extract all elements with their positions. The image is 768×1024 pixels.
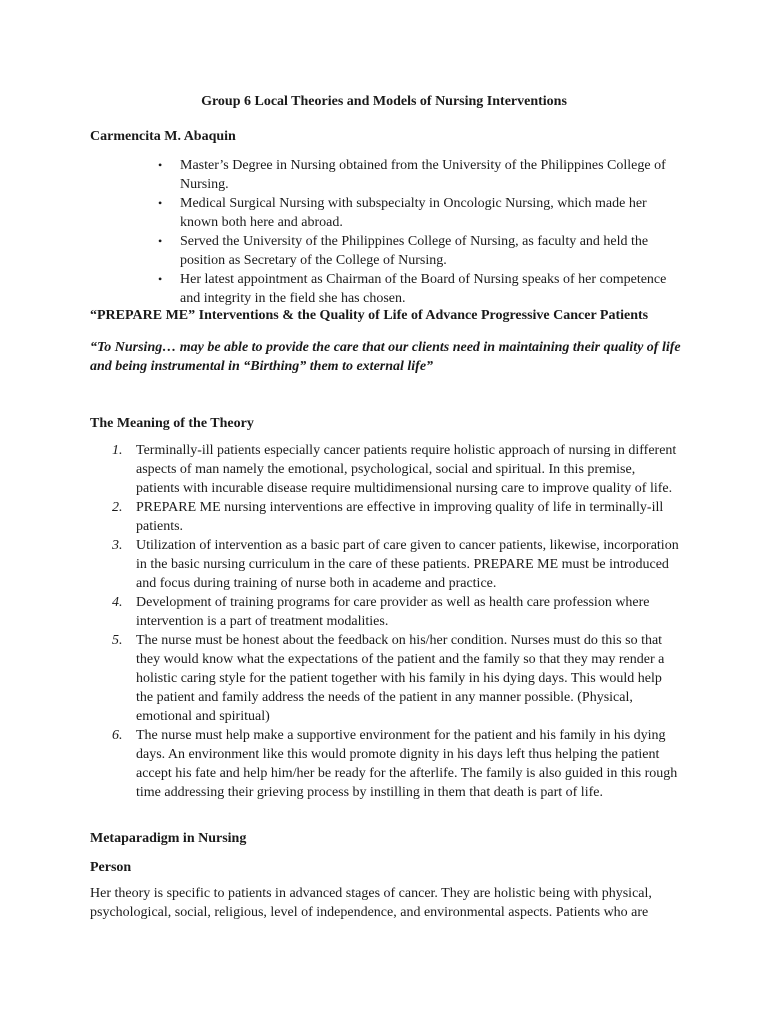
metaparadigm-heading: Metaparadigm in Nursing <box>90 831 247 846</box>
list-item <box>90 631 680 726</box>
list-item-text: The nurse must help make a supportive environment for the patient and his family in his dying days. An environment like this would promote dignity in his days left thus helping the patient accept his fate and help him/her be ready for the afterlife. The family is also guided in this rough time addressing their grieving process by instilling in them that death is part of life. <box>136 728 678 800</box>
list-item <box>90 441 680 498</box>
list-item-text: Utilization of intervention as a basic part of care given to cancer patients, likewise, incorporation in the basic nursing curriculum in the care of these patients. PREPARE ME must be introduced and focus during training of nurse both in academe and practice. <box>136 538 679 591</box>
list-item-text: The nurse must be honest about the feedback on his/her condition. Nurses must do this so that they would know what the expectations of the patient and the family so that they may render a holistic caring style for the patient together with his family in his dying days. This would help the patient and family address the needs of the patient in any manner possible. (Physical, emotional and spiritual) <box>136 633 665 724</box>
list-item-text: Master’s Degree in Nursing obtained from the University of the Philippines College of Nursing. <box>180 158 666 192</box>
list-item-text: PREPARE ME nursing interventions are effective in improving quality of life in terminally-ill patients. <box>136 500 664 534</box>
bullet-icon: • <box>158 272 163 286</box>
list-item-text: Medical Surgical Nursing with subspecialty in Oncologic Nursing, which made her known both here and abroad. <box>180 196 647 230</box>
list-number: 4. <box>112 595 123 610</box>
person-heading: Person <box>90 860 132 875</box>
list-number: 1. <box>112 443 123 458</box>
prepare-me-heading: “PREPARE ME” Interventions & the Quality of Life of Advance Progressive Cancer Patients <box>90 308 649 323</box>
list-item-text: Terminally-ill patients especially cancer patients require holistic approach of nursing in different aspects of man namely the emotional, psychological, social and spiritual. In this premise, patients with incurable disease require multidimensional nursing care to improve quality of life. <box>136 443 677 496</box>
list-item <box>90 726 680 802</box>
person-paragraph: Her theory is specific to patients in advanced stages of cancer. They are holistic being with physical, psychological, social, religious, level of independence, and environmental aspects. Patients who are <box>90 886 652 920</box>
bullet-icon: • <box>158 158 163 172</box>
list-item-text: Her latest appointment as Chairman of the Board of Nursing speaks of her competence and integrity in the field she has chosen. <box>180 272 667 306</box>
bullet-icon: • <box>158 196 163 210</box>
list-item <box>90 270 670 308</box>
list-item <box>90 194 670 232</box>
bullet-icon: • <box>158 234 163 248</box>
author-heading: Carmencita M. Abaquin <box>90 129 236 144</box>
list-item <box>90 536 680 593</box>
list-item-text: Served the University of the Philippines College of Nursing, as faculty and held the position as Secretary of the College of Nursing. <box>180 234 649 268</box>
list-number: 6. <box>112 728 123 743</box>
meaning-list <box>90 441 680 802</box>
list-number: 5. <box>112 633 123 648</box>
list-number: 2. <box>112 500 123 515</box>
list-item <box>90 593 680 631</box>
meaning-heading: The Meaning of the Theory <box>90 416 254 431</box>
list-item <box>90 498 680 536</box>
list-item-text: Development of training programs for care provider as well as health care profession where intervention is a part of treatment modalities. <box>136 595 650 629</box>
list-item <box>90 156 670 194</box>
author-credentials-list <box>90 156 670 308</box>
document-title: Group 6 Local Theories and Models of Nursing Interventions <box>201 94 567 109</box>
list-item <box>90 232 670 270</box>
nursing-quote: “To Nursing… may be able to provide the care that our clients need in maintaining their quality of life and being instrumental in “Birthing” them to external life” <box>90 340 681 374</box>
list-number: 3. <box>112 538 123 553</box>
